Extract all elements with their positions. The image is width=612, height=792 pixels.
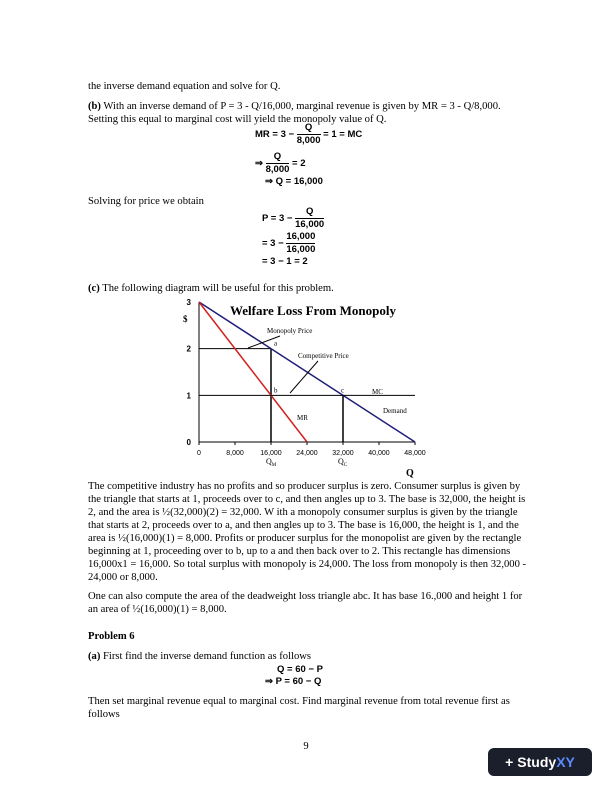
equation-q: ⇒ $\frac{Q}{8,000}$ = 2 ⇒ Q = 16,000 (255, 151, 323, 187)
y-tick-label: 3 (186, 298, 191, 307)
series-mr (199, 302, 307, 442)
part-c-text: (c) The following diagram will be useful for this problem. (88, 283, 334, 294)
x-tick-label: 16,000 (260, 450, 282, 457)
y-tick-label: 2 (186, 344, 191, 354)
point-c-label: c (341, 386, 345, 395)
paragraph-surplus: The competitive industry has no profits and so producer surplus is zero. Consumer surplus is given by the triangle that starts at 1, proceeds over to c, and then angles up to 3. The base is 32,000, the height is 2, and the area is ½(32,000)(2) = 32,000. W ith a monopoly consumer surplus is given by the triangle that starts at 2, proceeds over to a, and then angles up to 3. The base is 16,000, the height is 1, and the area is ½(16,000)(1) = 8,000. Profits or producer surplus for the monopolist are given by the rectangle beginning at 1, proceeding over to b, up to a and then back over to 2. This rectangle has dimensions 16,000x1 = 16,000. So total surplus with monopoly is 24,000. The loss from monopoly is then 32,000 - 24,000 or 8,000. (88, 481, 527, 583)
mc-label: MC (372, 388, 383, 396)
point-b-label: b (274, 386, 278, 395)
part-a-text: (a) First find the inverse demand function as follows (88, 651, 312, 662)
solving-price-text: Solving for price we obtain (88, 196, 204, 207)
qc-label: $Q_C$ (338, 457, 348, 468)
paragraph-deadweight: One can also compute the area of the deadweight loss triangle abc. It has base 16.,000 and height 1 for an area of ½(16,000)(1) = 8,000. (88, 591, 523, 615)
demand-label: Demand (383, 407, 407, 415)
x-tick-label: 8,000 (226, 450, 244, 457)
competitive-price-label: Competitive Price (298, 352, 349, 360)
paragraph-mr: Then set marginal revenue equal to marginal cost. Find marginal revenue from total revenue first as follows (88, 696, 510, 720)
part-b-text: (b) With an inverse demand of P = 3 - Q/16,000, marginal revenue is given by MR = 3 - Q/8,000. Setting this equal to marginal cost will yield the monopoly value of Q. (88, 101, 501, 125)
monopoly-price-label: Monopoly Price (267, 327, 313, 335)
equation-inverse-demand: Q = 60 − P ⇒ P = 60 − Q (265, 664, 323, 687)
y-tick-label: 0 (186, 438, 191, 447)
x-tick-label: 0 (197, 450, 201, 457)
point-a-label: a (274, 339, 278, 348)
x-tick-label: 48,000 (404, 450, 426, 457)
x-tick-label: 32,000 (332, 450, 354, 457)
equation-price: P = 3 − $\frac{Q}{16,000}$ = 3 − $\frac{16,000}{16,000}$ = 3 − 1 = 2 (262, 206, 325, 267)
chart-title: Welfare Loss From Monopoly (230, 303, 396, 318)
equation-mr: MR = 3 − $\frac{Q}{8,000}$ = 1 = MC (255, 122, 363, 146)
x-tick-label: 24,000 (296, 450, 318, 457)
studyxy-logo: + StudyXY (488, 748, 592, 776)
x-tick-label: 40,000 (368, 450, 390, 457)
qm-label: $Q_M$ (266, 457, 277, 468)
problem-6-heading: Problem 6 (88, 631, 135, 642)
y-tick-label: 1 (186, 391, 191, 401)
mr-label: MR (297, 414, 308, 422)
y-axis-label: $ (183, 314, 188, 324)
intro-text: the inverse demand equation and solve for Q. (88, 81, 281, 92)
page-number: 9 (303, 741, 309, 752)
x-axis-label: Q (406, 468, 414, 479)
